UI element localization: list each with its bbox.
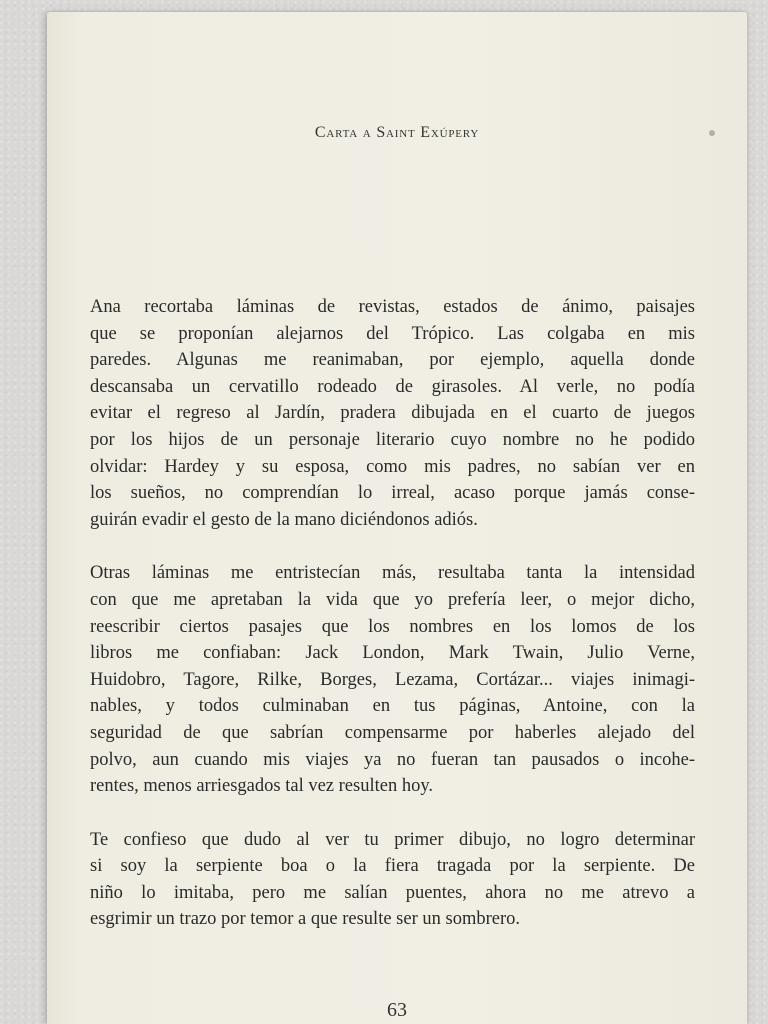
text-line: los sueños, no comprendían lo irreal, acaso porque jamás conse-	[90, 483, 695, 504]
text-line: Te confieso que dudo al ver tu primer dibujo, no logro determinar	[90, 829, 695, 850]
text-line: nables, y todos culminaban en tus páginas, Antoine, con la	[90, 696, 695, 717]
paragraph-1	[90, 294, 695, 533]
text-line: si soy la serpiente boa o la fiera tragada por la serpiente. De	[90, 856, 695, 877]
text-line: libros me confiaban: Jack London, Mark Twain, Julio Verne,	[90, 643, 695, 664]
paragraph-2	[90, 560, 695, 799]
text-line: que se proponían alejarnos del Trópico. Las colgaba en mis	[90, 323, 695, 344]
text-line: seguridad de que sabrían compensarme por haberles alejado del	[90, 722, 695, 743]
running-header: Carta a Saint Exúpery	[314, 124, 480, 141]
text-line: polvo, aun cuando mis viajes ya no fueran tan pausados o incohe-	[90, 749, 695, 770]
text-line: con que me apretaban la vida que yo prefería leer, o mejor dicho,	[90, 589, 695, 610]
text-line: evitar el regreso al Jardín, pradera dibujada en el cuarto de juegos	[90, 403, 695, 424]
text-line: Otras láminas me entristecían más, resultaba tanta la intensidad	[90, 563, 695, 584]
text-line: olvidar: Hardey y su esposa, como mis padres, no sabían ver en	[90, 456, 695, 477]
body-text	[90, 294, 695, 960]
text-line: descansaba un cervatillo rodeado de girasoles. Al verle, no podía	[90, 376, 695, 397]
text-line: niño lo imitaba, pero me salían puentes, ahora no me atrevo a	[90, 882, 695, 903]
text-line: rentes, menos arriesgados tal vez resulten hoy.	[90, 776, 433, 797]
text-line: paredes. Algunas me reanimaban, por ejemplo, aquella donde	[90, 350, 695, 371]
text-line: Ana recortaba láminas de revistas, estados de ánimo, paisajes	[90, 297, 695, 317]
page-number: 63	[387, 999, 407, 1021]
book-page	[47, 12, 747, 1024]
text-line: guirán evadir el gesto de la mano diciéndonos adiós.	[90, 509, 478, 530]
text-line: reescribir ciertos pasajes que los nombres en los lomos de los	[90, 616, 695, 637]
text-line: por los hijos de un personaje literario cuyo nombre no he podido	[90, 429, 695, 450]
paragraph-3	[90, 827, 695, 933]
text-line: esgrimir un trazo por temor a que resulte ser un sombrero.	[90, 909, 520, 930]
text-line: Huidobro, Tagore, Rilke, Borges, Lezama, Cortázar... viajes inimagi-	[90, 669, 695, 690]
